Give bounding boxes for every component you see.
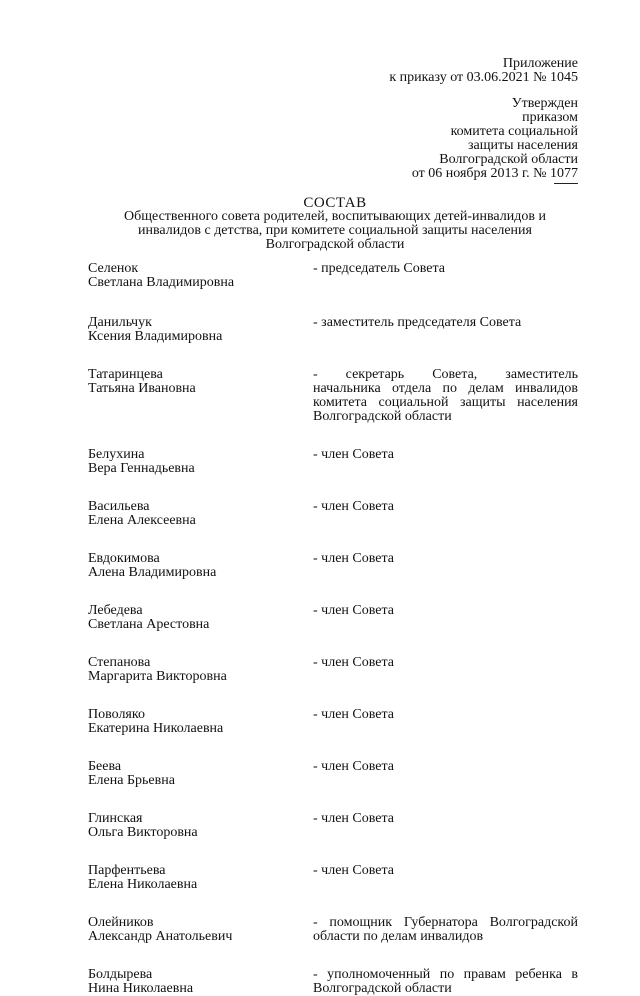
member-role-line: - член Совета xyxy=(313,499,394,514)
member-row xyxy=(88,500,578,528)
member-role-line: области по делам инвалидов xyxy=(313,929,484,944)
member-row xyxy=(88,604,578,632)
member-role-line: Волгоградской области xyxy=(313,409,452,424)
member-role-line: - член Совета xyxy=(313,811,394,826)
member-last-name: Болдырева xyxy=(88,967,153,982)
member-role xyxy=(313,448,578,476)
member-row xyxy=(88,968,578,996)
approval-line: приказом xyxy=(522,110,578,125)
member-name xyxy=(88,368,313,424)
member-row xyxy=(88,812,578,840)
member-last-name: Беева xyxy=(88,759,122,774)
member-last-name: Парфентьева xyxy=(88,863,166,878)
member-name xyxy=(88,604,313,632)
member-role xyxy=(313,656,578,684)
document-subtitle-line: инвалидов с детства, при комитете социальной защиты населения xyxy=(138,223,532,238)
member-role-line: - уполномоченный по правам ребенка в xyxy=(313,967,578,982)
member-last-name: Данильчук xyxy=(88,315,152,330)
member-name xyxy=(88,968,313,996)
member-last-name: Васильева xyxy=(88,499,150,514)
member-role xyxy=(313,368,578,424)
header-divider xyxy=(554,183,578,184)
member-role xyxy=(313,916,578,944)
member-last-name: Евдокимова xyxy=(88,551,160,566)
member-last-name: Татаринцева xyxy=(88,367,163,382)
member-first-name: Светлана Арестовна xyxy=(88,617,210,632)
member-role-line: - член Совета xyxy=(313,655,394,670)
member-role-line: начальника отдела по делам инвалидов xyxy=(313,381,578,396)
member-name xyxy=(88,916,313,944)
member-last-name: Олейников xyxy=(88,915,154,930)
document-title: СОСТАВ xyxy=(303,195,367,211)
member-name xyxy=(88,316,313,344)
member-name xyxy=(88,708,313,736)
member-row xyxy=(88,864,578,892)
member-role xyxy=(313,262,578,290)
member-role xyxy=(313,968,578,996)
document-subtitle-line: Общественного совета родителей, воспитывающих детей-инвалидов и xyxy=(124,209,546,224)
member-role-line: - секретарь Совета, заместитель xyxy=(313,367,578,382)
member-first-name: Елена Николаевна xyxy=(88,877,198,892)
member-row xyxy=(88,916,578,944)
approval-line: защиты населения xyxy=(468,138,578,153)
member-role-line: - помощник Губернатора Волгоградской xyxy=(313,915,578,930)
member-role-line: - член Совета xyxy=(313,759,394,774)
member-last-name: Белухина xyxy=(88,447,145,462)
member-name xyxy=(88,864,313,892)
member-first-name: Екатерина Николаевна xyxy=(88,721,224,736)
member-first-name: Александр Анатольевич xyxy=(88,929,233,944)
member-role-line: - член Совета xyxy=(313,707,394,722)
member-role-line: комитета социальной защиты населения xyxy=(313,395,578,410)
member-last-name: Глинская xyxy=(88,811,143,826)
member-first-name: Елена Брьевна xyxy=(88,773,175,788)
member-first-name: Светлана Владимировна xyxy=(88,275,235,290)
member-row xyxy=(88,708,578,736)
member-role-line: - член Совета xyxy=(313,551,394,566)
member-row xyxy=(88,656,578,684)
document-title-block xyxy=(90,196,580,252)
member-name xyxy=(88,760,313,788)
member-role-line: - член Совета xyxy=(313,603,394,618)
approval-line: Утвержден xyxy=(511,96,578,111)
member-last-name: Селенок xyxy=(88,261,139,276)
member-name xyxy=(88,552,313,580)
member-first-name: Маргарита Викторовна xyxy=(88,669,227,684)
approval-line: Волгоградской области xyxy=(439,152,578,167)
member-name xyxy=(88,262,313,290)
approval-line: комитета социальной xyxy=(450,124,578,139)
member-name xyxy=(88,448,313,476)
member-row xyxy=(88,368,578,424)
member-first-name: Елена Алексеевна xyxy=(88,513,196,528)
member-role-line: - председатель Совета xyxy=(313,261,445,276)
document-subtitle-line: Волгоградской области xyxy=(265,237,405,252)
member-first-name: Татьяна Ивановна xyxy=(88,381,196,396)
appendix-order-reference: к приказу от 03.06.2021 № 1045 xyxy=(389,70,578,85)
member-first-name: Ольга Викторовна xyxy=(88,825,198,840)
member-role-line: - заместитель председателя Совета xyxy=(313,315,522,330)
approval-line: от 06 ноября 2013 г. № 1077 xyxy=(411,166,578,181)
approval-header xyxy=(412,97,578,181)
member-role xyxy=(313,552,578,580)
member-first-name: Ксения Владимировна xyxy=(88,329,223,344)
appendix-header xyxy=(389,57,578,85)
members-list xyxy=(88,262,578,996)
member-name xyxy=(88,500,313,528)
member-role xyxy=(313,316,578,344)
member-role-line: - член Совета xyxy=(313,863,394,878)
member-first-name: Алена Владимировна xyxy=(88,565,217,580)
member-last-name: Лебедева xyxy=(88,603,143,618)
member-name xyxy=(88,812,313,840)
appendix-title: Приложение xyxy=(502,56,578,71)
member-role-line: Волгоградской области xyxy=(313,981,452,996)
member-row xyxy=(88,448,578,476)
member-first-name: Вера Геннадьевна xyxy=(88,461,195,476)
member-role-line: - член Совета xyxy=(313,447,394,462)
member-first-name: Нина Николаевна xyxy=(88,981,194,996)
member-role xyxy=(313,604,578,632)
member-row xyxy=(88,760,578,788)
member-row xyxy=(88,552,578,580)
member-row xyxy=(88,262,578,290)
member-role xyxy=(313,708,578,736)
member-role xyxy=(313,864,578,892)
member-role xyxy=(313,812,578,840)
member-last-name: Поволяко xyxy=(88,707,145,722)
member-name xyxy=(88,656,313,684)
member-role xyxy=(313,760,578,788)
member-row xyxy=(88,316,578,344)
member-last-name: Степанова xyxy=(88,655,151,670)
member-role xyxy=(313,500,578,528)
